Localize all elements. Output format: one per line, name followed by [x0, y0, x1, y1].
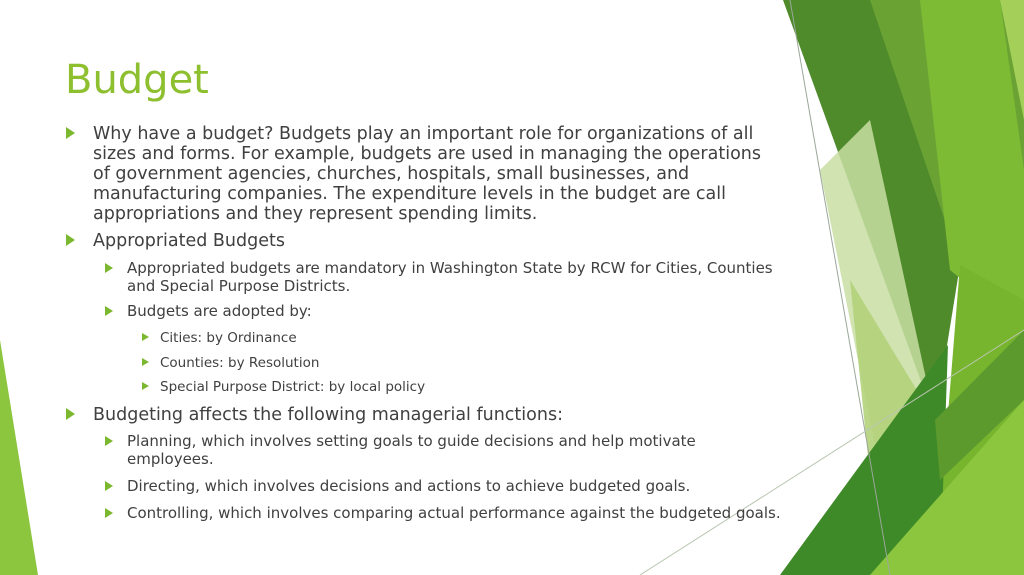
bullet-cities-ordinance — [160, 330, 760, 346]
bullet-text: Directing, which involves decisions and actions to achieve budgeted goals. — [127, 477, 691, 495]
bullet-text: Budgets are adopted by: — [127, 302, 312, 320]
bullet-text: Budgeting affects the following managerial functions: — [93, 405, 563, 425]
slide-title: Budget — [65, 57, 209, 103]
bullet-budgets-adopted-by — [127, 303, 787, 321]
triangle-bullet-icon — [66, 127, 75, 139]
triangle-bullet-icon — [142, 333, 149, 341]
bullet-text: Planning, which involves setting goals to guide decisions and help motivate employees. — [127, 432, 696, 468]
triangle-bullet-icon — [66, 234, 75, 246]
bullet-why-have-a-budget — [93, 124, 783, 224]
triangle-bullet-icon — [105, 481, 113, 491]
bullet-text: Why have a budget? Budgets play an important role for organizations of all sizes and forms. For example, budgets are used in managing the operations of government agencies, churches, hospitals, small businesses, and manufacturing companies. The expenditure levels in the budget are call appropriations and they represent spending limits. — [93, 124, 761, 224]
bullet-counties-resolution — [160, 355, 760, 371]
triangle-bullet-icon — [105, 436, 113, 446]
bullet-text: Cities: by Ordinance — [160, 330, 297, 346]
bullet-managerial-functions — [93, 405, 783, 425]
triangle-bullet-icon — [142, 382, 149, 390]
bullet-text: Appropriated Budgets — [93, 231, 285, 251]
triangle-bullet-icon — [105, 263, 113, 273]
bullet-planning — [127, 433, 787, 468]
bullet-appropriated-budgets — [93, 231, 783, 251]
bullet-special-purpose-district — [160, 379, 760, 395]
bullet-text: Special Purpose District: by local policy — [160, 379, 426, 395]
triangle-bullet-icon — [105, 306, 113, 316]
triangle-bullet-icon — [142, 358, 149, 366]
bullet-directing — [127, 478, 787, 496]
bullet-text: Controlling, which involves comparing actual performance against the budgeted goals. — [127, 504, 781, 522]
triangle-bullet-icon — [105, 508, 113, 518]
bullet-text: Appropriated budgets are mandatory in Washington State by RCW for Cities, Counties and Special Purpose Districts. — [127, 259, 773, 295]
bullet-mandatory-in-washington — [127, 260, 787, 295]
bullet-text: Counties: by Resolution — [160, 355, 320, 371]
bullet-controlling — [127, 505, 787, 523]
triangle-bullet-icon — [66, 408, 75, 420]
